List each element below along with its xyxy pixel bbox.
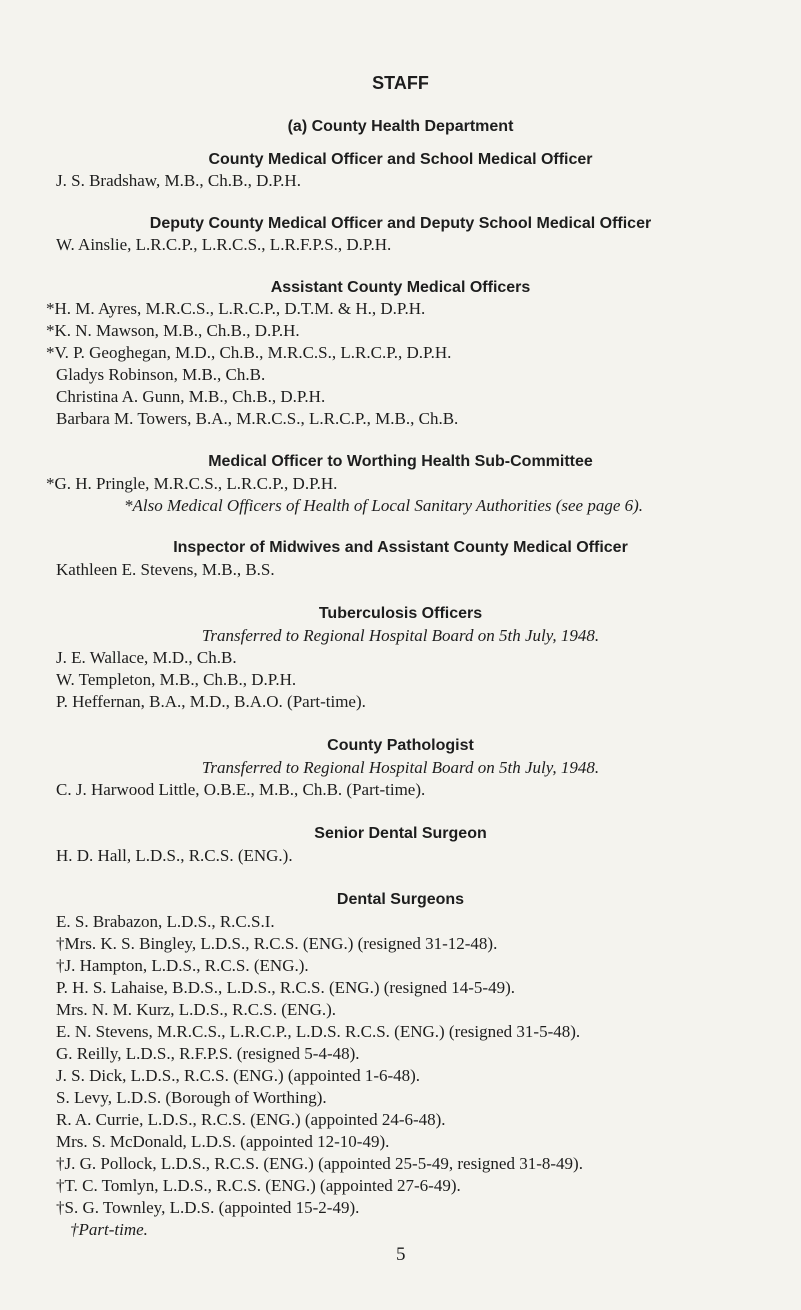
dental-name: †T. C. Tomlyn, L.D.S., R.C.S. (ENG.) (appointed 27-6-49). (56, 1176, 461, 1195)
worthing-heading: Medical Officer to Worthing Health Sub-Committee (208, 453, 593, 470)
cmo-heading: County Medical Officer and School Medical Officer (208, 151, 593, 168)
senior-dental-heading: Senior Dental Surgeon (314, 825, 487, 842)
dental-name: †J. Hampton, L.D.S., R.C.S. (ENG.). (56, 956, 309, 975)
dental-name: E. S. Brabazon, L.D.S., R.C.S.I. (56, 912, 275, 931)
pathologist-heading: County Pathologist (327, 737, 474, 754)
assistant-name: *V. P. Geoghegan, M.D., Ch.B., M.R.C.S., L.R.C.P., D.P.H. (46, 343, 452, 362)
assistant-name: Gladys Robinson, M.B., Ch.B. (56, 365, 266, 384)
assistant-name: *H. M. Ayres, M.R.C.S., L.R.C.P., D.T.M. & H., D.P.H. (46, 299, 426, 318)
inspector-name: Kathleen E. Stevens, M.B., B.S. (56, 560, 275, 579)
dental-name: †S. G. Townley, L.D.S. (appointed 15-2-49). (56, 1198, 360, 1217)
worthing-name: *G. H. Pringle, M.R.C.S., L.R.C.P., D.P.H. (46, 474, 338, 493)
deputy-heading: Deputy County Medical Officer and Deputy School Medical Officer (149, 215, 652, 232)
tb-name: J. E. Wallace, M.D., Ch.B. (56, 648, 237, 667)
deputy-name: W. Ainslie, L.R.C.P., L.R.C.S., L.R.F.P.S., D.P.H. (56, 235, 392, 254)
dental-name: †J. G. Pollock, L.D.S., R.C.S. (ENG.) (appointed 25-5-49, resigned 31-8-49). (56, 1154, 583, 1173)
dental-name: †Mrs. K. S. Bingley, L.D.S., R.C.S. (ENG.) (resigned 31-12-48). (56, 934, 498, 953)
assistant-name: Barbara M. Towers, B.A., M.R.C.S., L.R.C.P., M.B., Ch.B. (56, 409, 459, 428)
dental-name: Mrs. N. M. Kurz, L.D.S., R.C.S. (ENG.). (56, 1000, 337, 1019)
pathologist-note: Transferred to Regional Hospital Board on 5th July, 1948. (201, 758, 600, 777)
dental-name: Mrs. S. McDonald, L.D.S. (appointed 12-10-49). (56, 1132, 390, 1151)
pathologist-name: C. J. Harwood Little, O.B.E., M.B., Ch.B. (Part-time). (56, 780, 426, 799)
page-title: STAFF (372, 73, 429, 93)
tb-name: W. Templeton, M.B., Ch.B., D.P.H. (56, 670, 297, 689)
page-number: 5 (396, 1244, 406, 1265)
dental-name: R. A. Currie, L.D.S., R.C.S. (ENG.) (appointed 24-6-48). (56, 1110, 446, 1129)
dental-name: P. H. S. Lahaise, B.D.S., L.D.S., R.C.S. (ENG.) (resigned 14-5-49). (56, 978, 515, 997)
tb-heading: Tuberculosis Officers (318, 605, 483, 622)
dental-name: J. S. Dick, L.D.S., R.C.S. (ENG.) (appointed 1-6-48). (56, 1066, 421, 1085)
dental-heading: Dental Surgeons (336, 891, 465, 908)
part-time-note: †Part-time. (70, 1220, 148, 1239)
senior-dental-name: H. D. Hall, L.D.S., R.C.S. (ENG.). (56, 846, 293, 865)
assistant-name: Christina A. Gunn, M.B., Ch.B., D.P.H. (56, 387, 326, 406)
tb-name: P. Heffernan, B.A., M.D., B.A.O. (Part-time). (56, 692, 366, 711)
dental-name: E. N. Stevens, M.R.C.S., L.R.C.P., L.D.S. R.C.S. (ENG.) (resigned 31-5-48). (56, 1022, 581, 1041)
tb-note: Transferred to Regional Hospital Board on 5th July, 1948. (201, 626, 600, 645)
cmo-name: J. S. Bradshaw, M.B., Ch.B., D.P.H. (56, 171, 301, 190)
assistant-heading: Assistant County Medical Officers (270, 279, 531, 296)
dental-name: G. Reilly, L.D.S., R.F.P.S. (resigned 5-4-48). (56, 1044, 360, 1063)
dental-name: S. Levy, L.D.S. (Borough of Worthing). (56, 1088, 327, 1107)
assistant-name: *K. N. Mawson, M.B., Ch.B., D.P.H. (46, 321, 300, 340)
section-heading: (a) County Health Department (287, 118, 514, 135)
inspector-heading: Inspector of Midwives and Assistant County Medical Officer (173, 539, 628, 556)
worthing-note: *Also Medical Officers of Health of Local Sanitary Authorities (see page 6). (124, 496, 644, 515)
